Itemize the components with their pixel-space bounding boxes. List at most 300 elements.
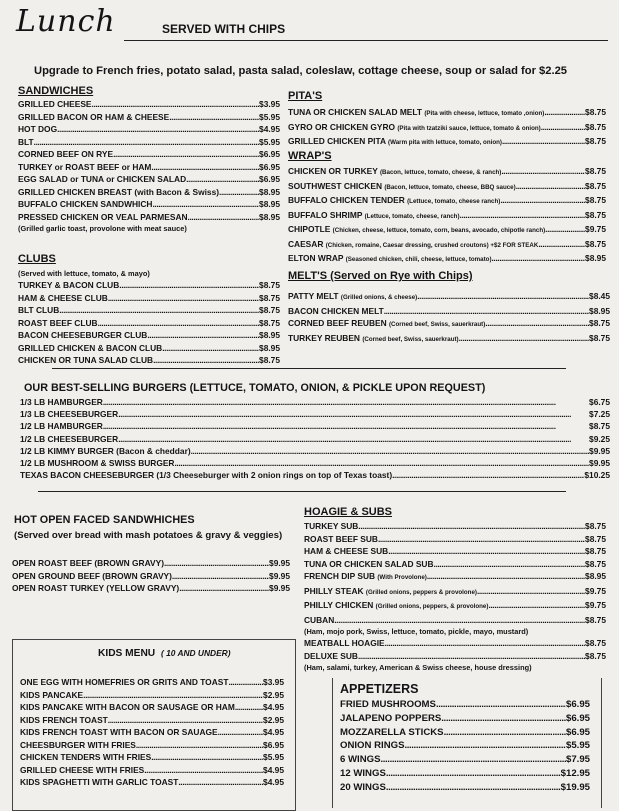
leader-dots: [152, 198, 259, 211]
item-description: (Bacon, lettuce, tomato, cheese, BBQ sauce): [384, 183, 516, 191]
item-price: $10.25: [584, 470, 610, 481]
item-name-text: OPEN ROAST TURKEY (YELLOW GRAVY): [12, 583, 180, 593]
item-name-text: CHICKEN OR TUNA SALAD CLUB: [18, 355, 154, 365]
item-price: $5.95: [263, 752, 284, 762]
item-name-text: BLT: [18, 136, 34, 147]
item-name-text: OPEN ROAST BEEF (BROWN GRAVY): [12, 558, 164, 568]
menu-item: [12, 582, 290, 595]
leader-dots: [153, 354, 259, 367]
leader-dots: [545, 223, 585, 236]
menu-item: [20, 714, 284, 727]
item-name-text: ROAST BEEF SUB: [304, 533, 378, 544]
item-name-text: KIDS SPAGHETTI WITH GARLIC TOAST: [20, 777, 179, 787]
menu-item: [288, 290, 610, 305]
menu-item: [340, 767, 590, 781]
item-description: (Bacon, lettuce, tomato, cheese, & ranch): [379, 169, 502, 176]
item-price: $8.95: [589, 305, 610, 316]
item-name: [20, 445, 191, 457]
item-description: (Pita with cheese, lettuce, tomato ,onion): [424, 110, 545, 117]
item-name: [12, 570, 172, 583]
item-name: [18, 279, 119, 292]
leader-dots: [386, 767, 561, 781]
section-heading: WRAP'S: [288, 150, 332, 162]
leader-dots: [516, 180, 585, 193]
upgrade-note: Upgrade to French fries, potato salad, pasta salad, coleslaw, cottage cheese, soup or salad for $2.25: [34, 65, 568, 77]
hoagie-section: [304, 520, 606, 673]
wraps-list: [288, 165, 606, 267]
leader-dots: [169, 111, 259, 124]
item-price: $19.95: [560, 781, 590, 793]
item-name-text: PATTY MELT: [288, 291, 339, 301]
item-name-text: TURKEY & BACON CLUB: [18, 280, 120, 290]
leader-dots: [436, 698, 566, 712]
item-price: $8.75: [589, 332, 610, 343]
item-note: (Grilled garlic toast, provolone with meat sauce): [18, 224, 187, 233]
item-name-text: BACON CHEESEBURGER CLUB: [18, 330, 148, 340]
item-price: $4.95: [263, 727, 284, 737]
item-name: [12, 557, 164, 570]
item-name-text: CHICKEN OR TURKEY: [288, 166, 378, 176]
item-name-text: CAESAR: [288, 238, 324, 249]
item-name: [20, 751, 151, 764]
menu-item: [18, 317, 280, 330]
section-divider: [38, 491, 566, 492]
item-name-text: CHEESBURGER WITH FRIES: [20, 739, 136, 750]
leader-dots: [444, 726, 566, 740]
item-name-text: PRESSED CHICKEN OR VEAL PARMESAN: [18, 211, 188, 222]
leader-dots: [151, 751, 263, 764]
pitas-list: [288, 106, 606, 150]
item-price: $8.75: [585, 238, 606, 249]
item-name: [12, 582, 179, 595]
item-name-text: KIDS FRENCH TOAST WITH BACON OR SAUAGE: [20, 727, 218, 737]
leader-dots: [381, 753, 566, 767]
item-name: [20, 776, 178, 789]
item-price: $8.95: [259, 211, 280, 222]
item-price: $5.95: [565, 740, 590, 752]
leader-dots: [108, 292, 259, 305]
menu-item: [288, 223, 606, 238]
menu-item: [304, 533, 606, 546]
item-price: $8.95: [259, 199, 280, 209]
item-price: $8.45: [589, 291, 610, 301]
item-price: $8.75: [259, 280, 280, 290]
section-heading: OUR BEST-SELLING BURGERS (LETTUCE, TOMATO, ONION, & PICKLE UPON REQUEST): [24, 382, 486, 394]
item-price: $9.75: [585, 585, 606, 596]
item-name-text: HAM & CHEESE CLUB: [18, 292, 108, 303]
item-name: [20, 739, 136, 752]
item-price: $8.75: [259, 317, 280, 328]
item-price: $8.75: [585, 558, 606, 569]
item-name: [20, 676, 228, 689]
menu-item: [18, 98, 280, 111]
menu-item: [288, 121, 606, 136]
menu-item: [304, 585, 606, 600]
item-name-text: 1/2 LB KIMMY BURGER (Bacon & cheddar): [20, 445, 191, 456]
kids-heading-note: ( 10 AND UNDER): [161, 648, 231, 658]
item-name: [304, 585, 477, 600]
leader-dots: [358, 650, 585, 663]
item-price: $4.95: [263, 702, 284, 712]
leader-dots: [103, 396, 589, 408]
item-description: (Lettuce, tomato, cheese, ranch): [364, 212, 460, 220]
item-price: $8.75: [585, 180, 606, 191]
leader-dots: [98, 317, 259, 330]
item-name-text: 1/3 LB HAMBURGER: [20, 397, 103, 407]
item-name-text: TURKEY REUBEN: [288, 332, 360, 343]
item-price: $6.95: [565, 699, 590, 710]
item-name-text: FRENCH DIP SUB: [304, 571, 376, 581]
menu-subtitle: SERVED WITH CHIPS: [162, 22, 286, 36]
item-description: (Pita with tzatziki sauce, lettuce, tomato & onion): [397, 124, 541, 132]
leader-dots: [147, 329, 259, 342]
menu-title: Lunch: [16, 4, 116, 39]
leader-dots: [57, 123, 259, 136]
hot-open-list: [12, 557, 290, 595]
leader-dots: [191, 445, 589, 457]
menu-item: [20, 776, 284, 789]
menu-item: [18, 211, 280, 224]
item-name: [340, 781, 386, 795]
item-name-text: HAM & CHEESE SUB: [304, 546, 389, 556]
item-name-text: ROAST BEEF CLUB: [18, 317, 98, 328]
item-price: $4.95: [263, 764, 284, 775]
section-note: (Served with lettuce, tomato, & mayo): [18, 269, 150, 278]
item-name-text: 1/2 LB MUSHROOM & SWISS BURGER: [20, 458, 175, 469]
item-name: [20, 764, 144, 777]
menu-item: [18, 186, 280, 199]
leader-dots: [118, 433, 589, 445]
item-name: [304, 558, 434, 571]
item-price: $12.95: [560, 767, 590, 779]
item-price: $8.95: [259, 186, 280, 197]
leader-dots: [174, 457, 589, 469]
menu-item: [20, 701, 284, 714]
menu-item: [20, 676, 284, 689]
item-price: $6.95: [565, 726, 590, 738]
item-name: [288, 194, 500, 209]
item-price: $8.75: [585, 121, 606, 132]
sandwich-list: [18, 98, 280, 223]
menu-item: [18, 354, 280, 367]
menu-item: [18, 198, 280, 211]
item-name: [18, 136, 34, 149]
item-name: [18, 329, 147, 342]
item-name-text: 6 WINGS: [340, 754, 381, 766]
leader-dots: [103, 420, 589, 432]
menu-item: [20, 469, 610, 481]
item-price: $8.95: [259, 330, 280, 340]
item-price: $6.95: [263, 739, 284, 750]
title-divider: [124, 40, 608, 41]
section-heading: APPETIZERS: [340, 682, 419, 696]
item-name-text: CORNED BEEF REUBEN: [288, 318, 387, 328]
menu-item: [304, 637, 606, 650]
menu-item: [288, 194, 606, 209]
menu-item: [340, 712, 590, 726]
item-description: (Corned beef, Swiss, sauerkraut): [388, 321, 486, 328]
item-price: $9.95: [269, 570, 290, 581]
item-name-text: SOUTHWEST CHICKEN: [288, 180, 382, 191]
menu-item: [304, 520, 606, 533]
item-price: $9.95: [589, 458, 610, 469]
item-name-text: CHIPOTLE: [288, 224, 331, 234]
item-name: [340, 767, 386, 781]
item-name-text: DELUXE SUB: [304, 650, 358, 661]
leader-dots: [228, 676, 263, 689]
leader-dots: [188, 211, 259, 224]
item-name: [18, 211, 188, 224]
item-name-text: ELTON WRAP: [288, 253, 344, 263]
item-name: [304, 614, 334, 627]
item-name: [288, 223, 545, 238]
section-heading: [98, 648, 231, 659]
leader-dots: [538, 238, 585, 251]
leader-dots: [502, 135, 585, 148]
leader-dots: [186, 173, 259, 186]
item-price: $3.95: [259, 99, 280, 109]
item-name-text: MOZZARELLA STICKS: [340, 726, 444, 738]
menu-item: [20, 433, 610, 445]
leader-dots: [460, 209, 586, 222]
leader-dots: [144, 764, 263, 777]
item-price: $7.25: [589, 409, 610, 420]
item-name: [288, 180, 516, 195]
section-heading: PITA'S: [288, 90, 323, 102]
section-heading: HOAGIE & SUBS: [304, 506, 393, 518]
item-price: $3.95: [263, 677, 284, 687]
section-divider: [52, 368, 566, 369]
item-note: (Ham, salami, turkey, American & Swiss cheese, house dressing): [304, 663, 532, 672]
menu-item: [20, 764, 284, 777]
leader-dots: [136, 739, 263, 752]
menu-item: [288, 209, 606, 224]
leader-dots: [386, 781, 561, 795]
menu-item: [340, 781, 590, 795]
menu-item: [18, 304, 280, 317]
item-description: (Warm pita with lettuce, tomato, onion): [388, 139, 502, 146]
item-price: $9.95: [269, 583, 290, 593]
item-name-text: 1/2 LB HAMBURGER: [20, 421, 103, 432]
item-name-text: GRILLED CHEESE: [18, 99, 92, 109]
item-price: $8.75: [585, 107, 606, 117]
item-price: $6.95: [259, 161, 280, 172]
item-description: (Chicken, cheese, lettuce, tomato, corn, beans, avocado, chipotle ranch): [332, 227, 546, 234]
item-name: [18, 354, 153, 367]
leader-dots: [151, 161, 259, 174]
item-name: [288, 106, 544, 121]
leader-dots: [544, 106, 585, 119]
item-note: (Ham, mojo pork, Swiss, lettuce, tomato, pickle, mayo, mustard): [304, 627, 529, 636]
item-price: $8.75: [585, 533, 606, 544]
item-name: [288, 238, 538, 253]
leader-dots: [235, 701, 263, 714]
item-price: $2.95: [263, 689, 284, 700]
item-name-text: BLT CLUB: [18, 305, 60, 315]
menu-item: [18, 329, 280, 342]
item-name: [18, 317, 98, 330]
item-name-text: KIDS PANCAKE WITH BACON OR SAUSAGE OR HAM: [20, 702, 235, 712]
menu-item: [304, 650, 606, 663]
menu-item: [288, 238, 606, 253]
menu-item: [304, 570, 606, 585]
item-description: (Grilled onions, & cheese): [340, 294, 418, 301]
item-name: [20, 714, 108, 727]
item-name-text: KIDS FRENCH TOAST: [20, 714, 108, 725]
menu-item: [18, 136, 280, 149]
menu-item: [288, 106, 606, 121]
leader-dots: [488, 599, 585, 612]
item-name: [304, 545, 388, 558]
item-price: $8.75: [589, 318, 610, 328]
item-price: $8.75: [259, 355, 280, 365]
leader-dots: [219, 186, 259, 199]
item-name-text: GRILLED CHICKEN & BACON CLUB: [18, 342, 163, 353]
item-name-text: TUNA OR CHICKEN SALAD MELT: [288, 107, 422, 117]
menu-item: [288, 165, 606, 180]
item-name: [20, 408, 118, 420]
item-name: [304, 599, 488, 614]
leader-dots: [83, 689, 263, 702]
item-name: [288, 317, 485, 332]
item-description: (Lettuce, tomato, cheese ranch): [407, 198, 501, 205]
item-name-text: JALAPENO POPPERS: [340, 712, 442, 724]
leader-dots: [34, 136, 259, 149]
leader-dots: [427, 570, 585, 583]
item-name: [288, 332, 459, 347]
leader-dots: [441, 712, 566, 726]
leader-dots: [417, 290, 589, 303]
item-name: [18, 111, 169, 124]
item-description: (Corned beef, Swiss, sauerkraut): [362, 335, 459, 343]
leader-dots: [477, 585, 585, 598]
item-name: [20, 433, 118, 445]
section-heading: MELT'S (Served on Rye with Chips): [288, 270, 473, 282]
leader-dots: [118, 408, 589, 420]
menu-item: [18, 292, 280, 305]
section-heading: SANDWICHES: [18, 85, 94, 97]
item-price: $6.95: [259, 149, 280, 159]
item-name: [304, 533, 378, 546]
leader-dots: [164, 557, 269, 570]
menu-item: [288, 252, 606, 267]
item-name: [18, 292, 108, 305]
menu-item: [20, 739, 284, 752]
item-price: $8.75: [585, 521, 606, 531]
item-name-text: GRILLED CHICKEN BREAST (with Bacon & Swiss): [18, 186, 220, 197]
menu-item: [288, 180, 606, 195]
item-price: $9.75: [585, 600, 606, 610]
menu-item: [18, 342, 280, 355]
item-price: $4.95: [263, 777, 284, 787]
burgers-list: [20, 396, 610, 481]
leader-dots: [492, 252, 586, 265]
item-name: [288, 252, 492, 267]
item-name-text: PHILLY STEAK: [304, 585, 364, 596]
leader-dots: [59, 304, 259, 317]
item-description: (Seasoned chicken, chili, cheese, lettuce, tomato): [345, 256, 492, 263]
item-name: [340, 739, 405, 753]
item-name-text: TEXAS BACON CHEESEBURGER (1/3 Cheeseburger with 2 onion rings on top of Texas toast): [20, 470, 393, 481]
item-name: [18, 148, 113, 161]
item-name: [18, 98, 92, 111]
item-name-text: PHILLY CHICKEN: [304, 600, 374, 610]
item-name-text: 12 WINGS: [340, 767, 386, 779]
menu-item: [288, 317, 610, 332]
appetizers-list: [340, 698, 590, 795]
leader-dots: [172, 570, 269, 583]
item-name-text: CHICKEN TENDERS WITH FRIES: [20, 752, 152, 762]
menu-item: [340, 698, 590, 712]
item-price: $9.25: [589, 433, 610, 444]
menu-item: [20, 457, 610, 469]
item-description: (With Provolone): [377, 574, 427, 581]
item-name-text: GRILLED BACON OR HAM & CHEESE: [18, 111, 170, 122]
item-price: $8.75: [585, 166, 606, 176]
item-name: [18, 186, 219, 199]
leader-dots: [485, 317, 589, 330]
item-description: (Chicken, romaine, Caesar dressing, crushed croutons) +$2 FOR STEAK: [325, 241, 539, 249]
leader-dots: [179, 582, 269, 595]
item-name: [304, 520, 358, 533]
leader-dots: [178, 776, 263, 789]
menu-item: [18, 111, 280, 124]
item-name-text: BUFFALO CHICKEN TENDER: [288, 195, 405, 205]
leader-dots: [119, 279, 259, 292]
leader-dots: [500, 194, 585, 207]
item-price: $8.95: [259, 342, 280, 353]
item-name-text: EGG SALAD or TUNA or CHICKEN SALAD: [18, 174, 187, 184]
menu-item: [288, 135, 606, 150]
menu-item: [20, 445, 610, 457]
leader-dots: [92, 98, 260, 111]
item-name: [18, 304, 59, 317]
item-price: $5.95: [259, 111, 280, 122]
item-name: [18, 198, 152, 211]
item-price: $8.75: [259, 305, 280, 315]
item-price: $6.75: [589, 397, 610, 407]
item-name-text: TURKEY SUB: [304, 521, 359, 531]
item-name: [20, 689, 83, 702]
section-note: (Served over bread with mash potatoes & gravy & veggies): [14, 530, 283, 541]
menu-item: [304, 599, 606, 614]
hoagie-list-2: [304, 637, 606, 662]
menu-item: [20, 726, 284, 739]
menu-item: [340, 726, 590, 740]
leader-dots: [434, 558, 586, 571]
item-name: [20, 420, 103, 432]
leader-dots: [541, 121, 585, 134]
section-heading: CLUBS: [18, 253, 56, 265]
leader-dots: [392, 469, 584, 481]
menu-item: [304, 614, 606, 627]
item-name: [304, 570, 427, 585]
leader-dots: [501, 165, 585, 178]
menu-item: [12, 570, 290, 583]
leader-dots: [334, 614, 585, 627]
item-price: $8.75: [259, 292, 280, 303]
menu-item: [18, 279, 280, 292]
item-name-text: FRIED MUSHROOMS: [340, 699, 436, 710]
item-name: [288, 209, 460, 224]
item-name-text: CUBAN: [304, 614, 335, 625]
menu-item: [288, 305, 610, 318]
item-name-text: OPEN GROUND BEEF (BROWN GRAVY): [12, 570, 172, 581]
item-price: $8.75: [585, 209, 606, 220]
item-name-text: 1/3 LB CHEESEBURGER: [20, 409, 119, 420]
leader-dots: [108, 714, 263, 727]
item-price: $9.75: [585, 224, 606, 234]
